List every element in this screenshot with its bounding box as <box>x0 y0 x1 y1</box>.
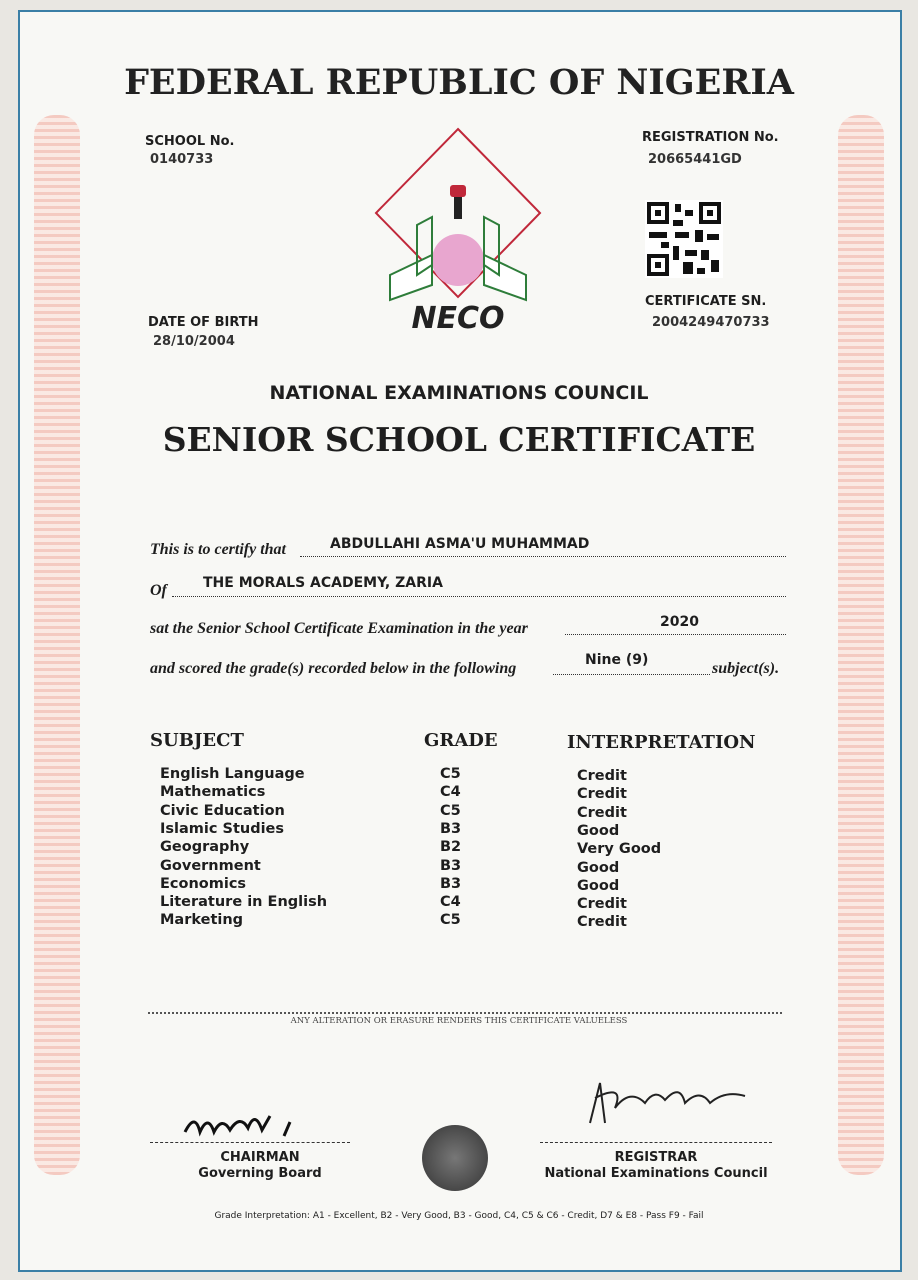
registration-no-label: REGISTRATION No. <box>642 130 779 145</box>
result-interpretation: Credit <box>577 914 627 931</box>
official-seal <box>422 1125 488 1191</box>
result-interpretation: Credit <box>577 786 627 803</box>
result-subject: Literature in English <box>160 894 328 911</box>
result-interpretation: Credit <box>577 804 627 821</box>
result-subject: Economics <box>160 875 247 892</box>
interpretation-header: INTERPRETATION <box>567 732 756 753</box>
chairman-title: CHAIRMAN <box>220 1150 300 1165</box>
subject-header: SUBJECT <box>150 730 244 751</box>
result-interpretation: Good <box>577 859 620 876</box>
result-interpretation: Credit <box>577 768 627 784</box>
result-grade: B3 <box>440 820 462 837</box>
candidate-name: ABDULLAHI ASMA'U MUHAMMAD <box>330 536 590 552</box>
certificate-sn-label: CERTIFICATE SN. <box>645 294 767 309</box>
scored-label: and scored the grade(s) recorded below in the following <box>150 660 517 677</box>
result-subject: Islamic Studies <box>160 820 285 837</box>
certificate-sn-value: 2004249470733 <box>652 315 770 330</box>
result-interpretation: Good <box>577 877 620 894</box>
chairman-signature <box>180 1102 320 1142</box>
country-title: FEDERAL REPUBLIC OF NIGERIA <box>124 62 794 103</box>
certificate-title: SENIOR SCHOOL CERTIFICATE <box>162 420 756 459</box>
sat-label: sat the Senior School Certificate Examination in the year <box>150 620 528 637</box>
dob-label: DATE OF BIRTH <box>148 315 259 330</box>
result-subject: Mathematics <box>160 784 266 801</box>
school-no-value: 0140733 <box>150 152 214 167</box>
result-subject: Marketing <box>160 912 244 929</box>
qr-code-icon <box>645 200 723 278</box>
of-label: Of <box>150 582 167 599</box>
grade-header: GRADE <box>424 730 498 751</box>
registrar-title: REGISTRAR <box>614 1150 698 1165</box>
result-grade: C5 <box>440 766 461 782</box>
subject-count: Nine (9) <box>585 652 649 668</box>
result-interpretation: Good <box>577 822 620 839</box>
chairman-org: Governing Board <box>198 1166 322 1181</box>
registrar-signature <box>585 1078 755 1133</box>
result-subject: Civic Education <box>160 802 285 819</box>
registration-no-value: 20665441GD <box>648 152 742 167</box>
result-interpretation: Very Good <box>577 841 662 858</box>
exam-year: 2020 <box>660 614 699 630</box>
result-grade: C5 <box>440 802 461 819</box>
school-no-label: SCHOOL No. <box>145 134 235 149</box>
grade-interpretation-footer: Grade Interpretation: A1 - Excellent, B2 - Very Good, B3 - Good, C4, C5 & C6 - Credit, D7 & E8 - Pass F9 - Fail <box>214 1211 704 1221</box>
registrar-org: National Examinations Council <box>544 1166 768 1181</box>
result-grade: B3 <box>440 875 462 892</box>
result-grade: C4 <box>440 784 461 801</box>
logo-name: NECO <box>411 301 505 335</box>
subjects-suffix: subject(s). <box>712 660 780 677</box>
result-grade: B2 <box>440 839 462 856</box>
school-name: THE MORALS ACADEMY, ZARIA <box>203 575 443 591</box>
result-grade: C5 <box>440 912 461 929</box>
result-interpretation: Credit <box>577 896 627 913</box>
council-name: NATIONAL EXAMINATIONS COUNCIL <box>269 382 649 404</box>
result-subject: Government <box>160 857 261 874</box>
alteration-warning: ANY ALTERATION OR ERASURE RENDERS THIS CERTIFICATE VALUELESS <box>290 1016 628 1026</box>
result-subject: English Language <box>160 766 305 782</box>
result-subject: Geography <box>160 839 250 856</box>
neco-logo-icon <box>372 125 544 335</box>
certify-label: This is to certify that <box>150 541 286 558</box>
result-grade: C4 <box>440 894 461 911</box>
dob-value: 28/10/2004 <box>153 334 235 349</box>
result-grade: B3 <box>440 857 462 874</box>
